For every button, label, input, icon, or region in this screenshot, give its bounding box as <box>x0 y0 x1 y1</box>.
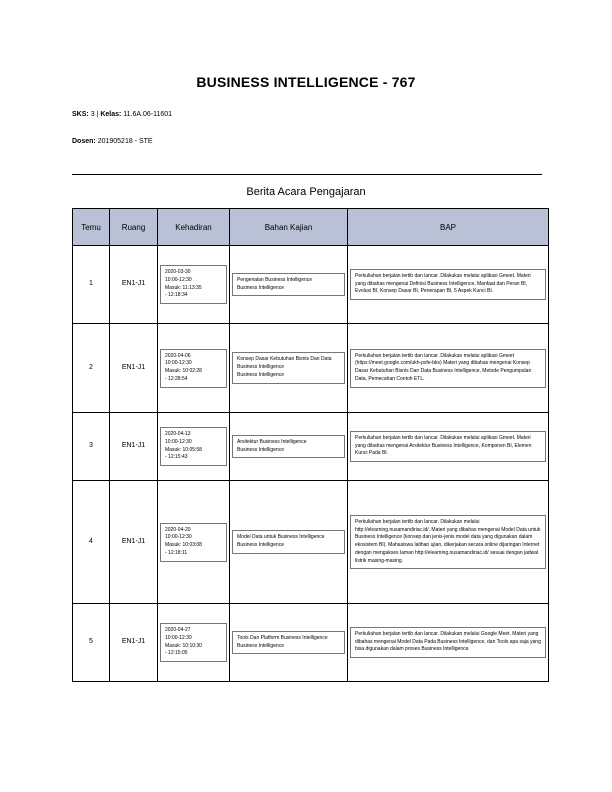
bap-text: Perkuliahan berjalan tertib dan lancar. Dilakukan melalui aplikasi Gmeet (https://meet.google.com/ukh-pvfe-bks) Materi yang dibahas mengenai Konsep Dasar Kebutuhan Bisnis Dan Data Business Intelligence, Metode Pengumpulan Data, Pemecahan Contoh ETL. <box>350 349 546 388</box>
bap-text: Perkuliahan berjalan tertib dan lancar. Dilakukan melalui Google Meet. Materi yang dibahas mengenai Model Data Pada Business Intelligence, dan Tools apa saja yang bisa digunakan dalam proses Business Intelligence. <box>350 627 546 658</box>
keluar: - 12:28:54 <box>165 375 188 382</box>
keluar: - 12:15:05 <box>165 650 188 657</box>
kehadiran-cell <box>158 324 230 413</box>
kelas-label: Kelas: <box>100 111 122 118</box>
temu-cell: 4 <box>73 481 110 604</box>
dosen-label: Dosen: <box>72 138 96 145</box>
separator: | <box>96 111 99 118</box>
jam: 10:00-12:30 <box>165 438 192 445</box>
sks-value: 3 <box>90 111 95 118</box>
table-row <box>73 246 549 324</box>
col-bahan-kajian: Bahan Kajian <box>230 209 348 246</box>
temu-cell: 1 <box>73 246 110 324</box>
kehadiran-cell <box>158 413 230 481</box>
ruang-cell: EN1-J1 <box>110 481 158 604</box>
jam: 10:00-12:30 <box>165 276 192 283</box>
masuk: Masuk: 10:10:30 <box>165 642 202 649</box>
bahan-mk: Business Intelligence <box>237 371 284 378</box>
ruang-cell: EN1-J1 <box>110 413 158 481</box>
bap-cell <box>348 246 549 324</box>
bahan-mk: Business Intelligence <box>237 446 284 453</box>
bahan-topik: Konsep Dasar Kebutuhan Bisnis Dan Data Business Intelligence <box>237 356 332 371</box>
page-title: BUSINESS INTELLIGENCE - 767 <box>196 74 416 90</box>
table-row <box>73 481 549 604</box>
kelas-value: 11.6A.06-11601 <box>123 111 173 118</box>
bap-cell <box>348 324 549 413</box>
temu-cell: 2 <box>73 324 110 413</box>
dosen-value: 201905218 - STE <box>97 138 153 145</box>
masuk: Masuk: 11:13:35 <box>165 284 202 291</box>
temu-cell: 5 <box>73 604 110 682</box>
masuk: Masuk: 10:03:08 <box>165 542 202 548</box>
kehadiran-cell <box>158 481 230 604</box>
jam: 10:00-12:30 <box>165 634 192 641</box>
table-header-row <box>73 209 549 246</box>
tanggal: 2020-03-30 <box>165 269 191 275</box>
bahan-cell <box>230 324 348 413</box>
bap-cell <box>348 413 549 481</box>
table-row <box>73 604 549 682</box>
col-kehadiran: Kehadiran <box>158 209 230 246</box>
bap-text: Perkuliahan berjalan tertib dan lancar. Dilakukan melalui aplikasi Gmeet. Materi yang dibahas mengenai Definisi Business Intelligence, Manfaat dan Peran BI, Evolusi BI, Konsep Dasar BI, Penerapan BI, 5 Aspek Kunci BI. <box>350 269 546 300</box>
sks-label: SKS: <box>72 111 89 118</box>
bap-text: Perkuliahan berjalan tertib dan lancar. Dilakukan melalui http://elearning.nusamandiriac.id/. Materi yang dibahas mengenai Model Data untuk Business Intelligence (konsep dan jenis-jenis model data yang digunakan dalam ekosistem BI). Mahasiswa latihan ujian, dikerjakan secara online dijaringan Internet dengan mengakses laman http://elearning.nusamandiriac.id/ sesuai dengan jadwal listrik masing-masing. <box>350 515 546 570</box>
dosen-line <box>72 138 153 145</box>
col-bap: BAP <box>348 209 549 246</box>
ruang-cell: EN1-J1 <box>110 246 158 324</box>
tanggal: 2020-04-13 <box>165 431 191 437</box>
bahan-cell <box>230 481 348 604</box>
masuk: Masuk: 10:02:28 <box>165 368 202 374</box>
bap-cell <box>348 604 549 682</box>
sks-kelas-line <box>72 111 172 118</box>
divider <box>72 174 542 175</box>
bahan-topik: Tools Dan Platform Business Intelligence <box>237 634 328 641</box>
masuk: Masuk: 10:05:58 <box>165 446 202 453</box>
jam: 10:00-12:30 <box>165 360 192 367</box>
keluar: - 12:15:43 <box>165 454 188 461</box>
bahan-topik: Arsitektur Business Intelligence <box>237 438 307 445</box>
kehadiran-cell <box>158 604 230 682</box>
kehadiran-cell <box>158 246 230 324</box>
col-temu: Temu <box>73 209 110 246</box>
bahan-topik: Pengenalan Business Intelligence <box>237 276 313 283</box>
keluar: - 12:18:11 <box>165 549 188 556</box>
table-row <box>73 324 549 413</box>
bahan-mk: Business Intelligence <box>237 284 284 291</box>
bahan-cell <box>230 413 348 481</box>
table-row <box>73 413 549 481</box>
jam: 10:00-12:30 <box>165 534 192 541</box>
bap-cell <box>348 481 549 604</box>
bap-text: Perkuliahan berjalan tertib dan lancar. Dilakukan melalui aplikasi Gmeet. Materi yang dibahas mengenai Arsitektur Business Intelligence, Komponen BI, Elemen Kunci Pada BI. <box>350 431 546 462</box>
bahan-mk: Business Intelligence <box>237 542 284 548</box>
tanggal: 2020-04-06 <box>165 352 191 359</box>
ruang-cell: EN1-J1 <box>110 324 158 413</box>
bahan-cell <box>230 604 348 682</box>
tanggal: 2020-04-27 <box>165 627 191 633</box>
bap-table <box>72 208 549 682</box>
bahan-mk: Business Intelligence <box>237 642 284 649</box>
keluar: - 12:18:34 <box>165 292 188 299</box>
ruang-cell: EN1-J1 <box>110 604 158 682</box>
bahan-cell <box>230 246 348 324</box>
col-ruang: Ruang <box>110 209 158 246</box>
bahan-topik: Model Data untuk Business Intelligence <box>237 534 325 541</box>
temu-cell: 3 <box>73 413 110 481</box>
section-title: Berita Acara Pengajaran <box>246 186 366 198</box>
tanggal: 2020-04-20 <box>165 526 191 533</box>
